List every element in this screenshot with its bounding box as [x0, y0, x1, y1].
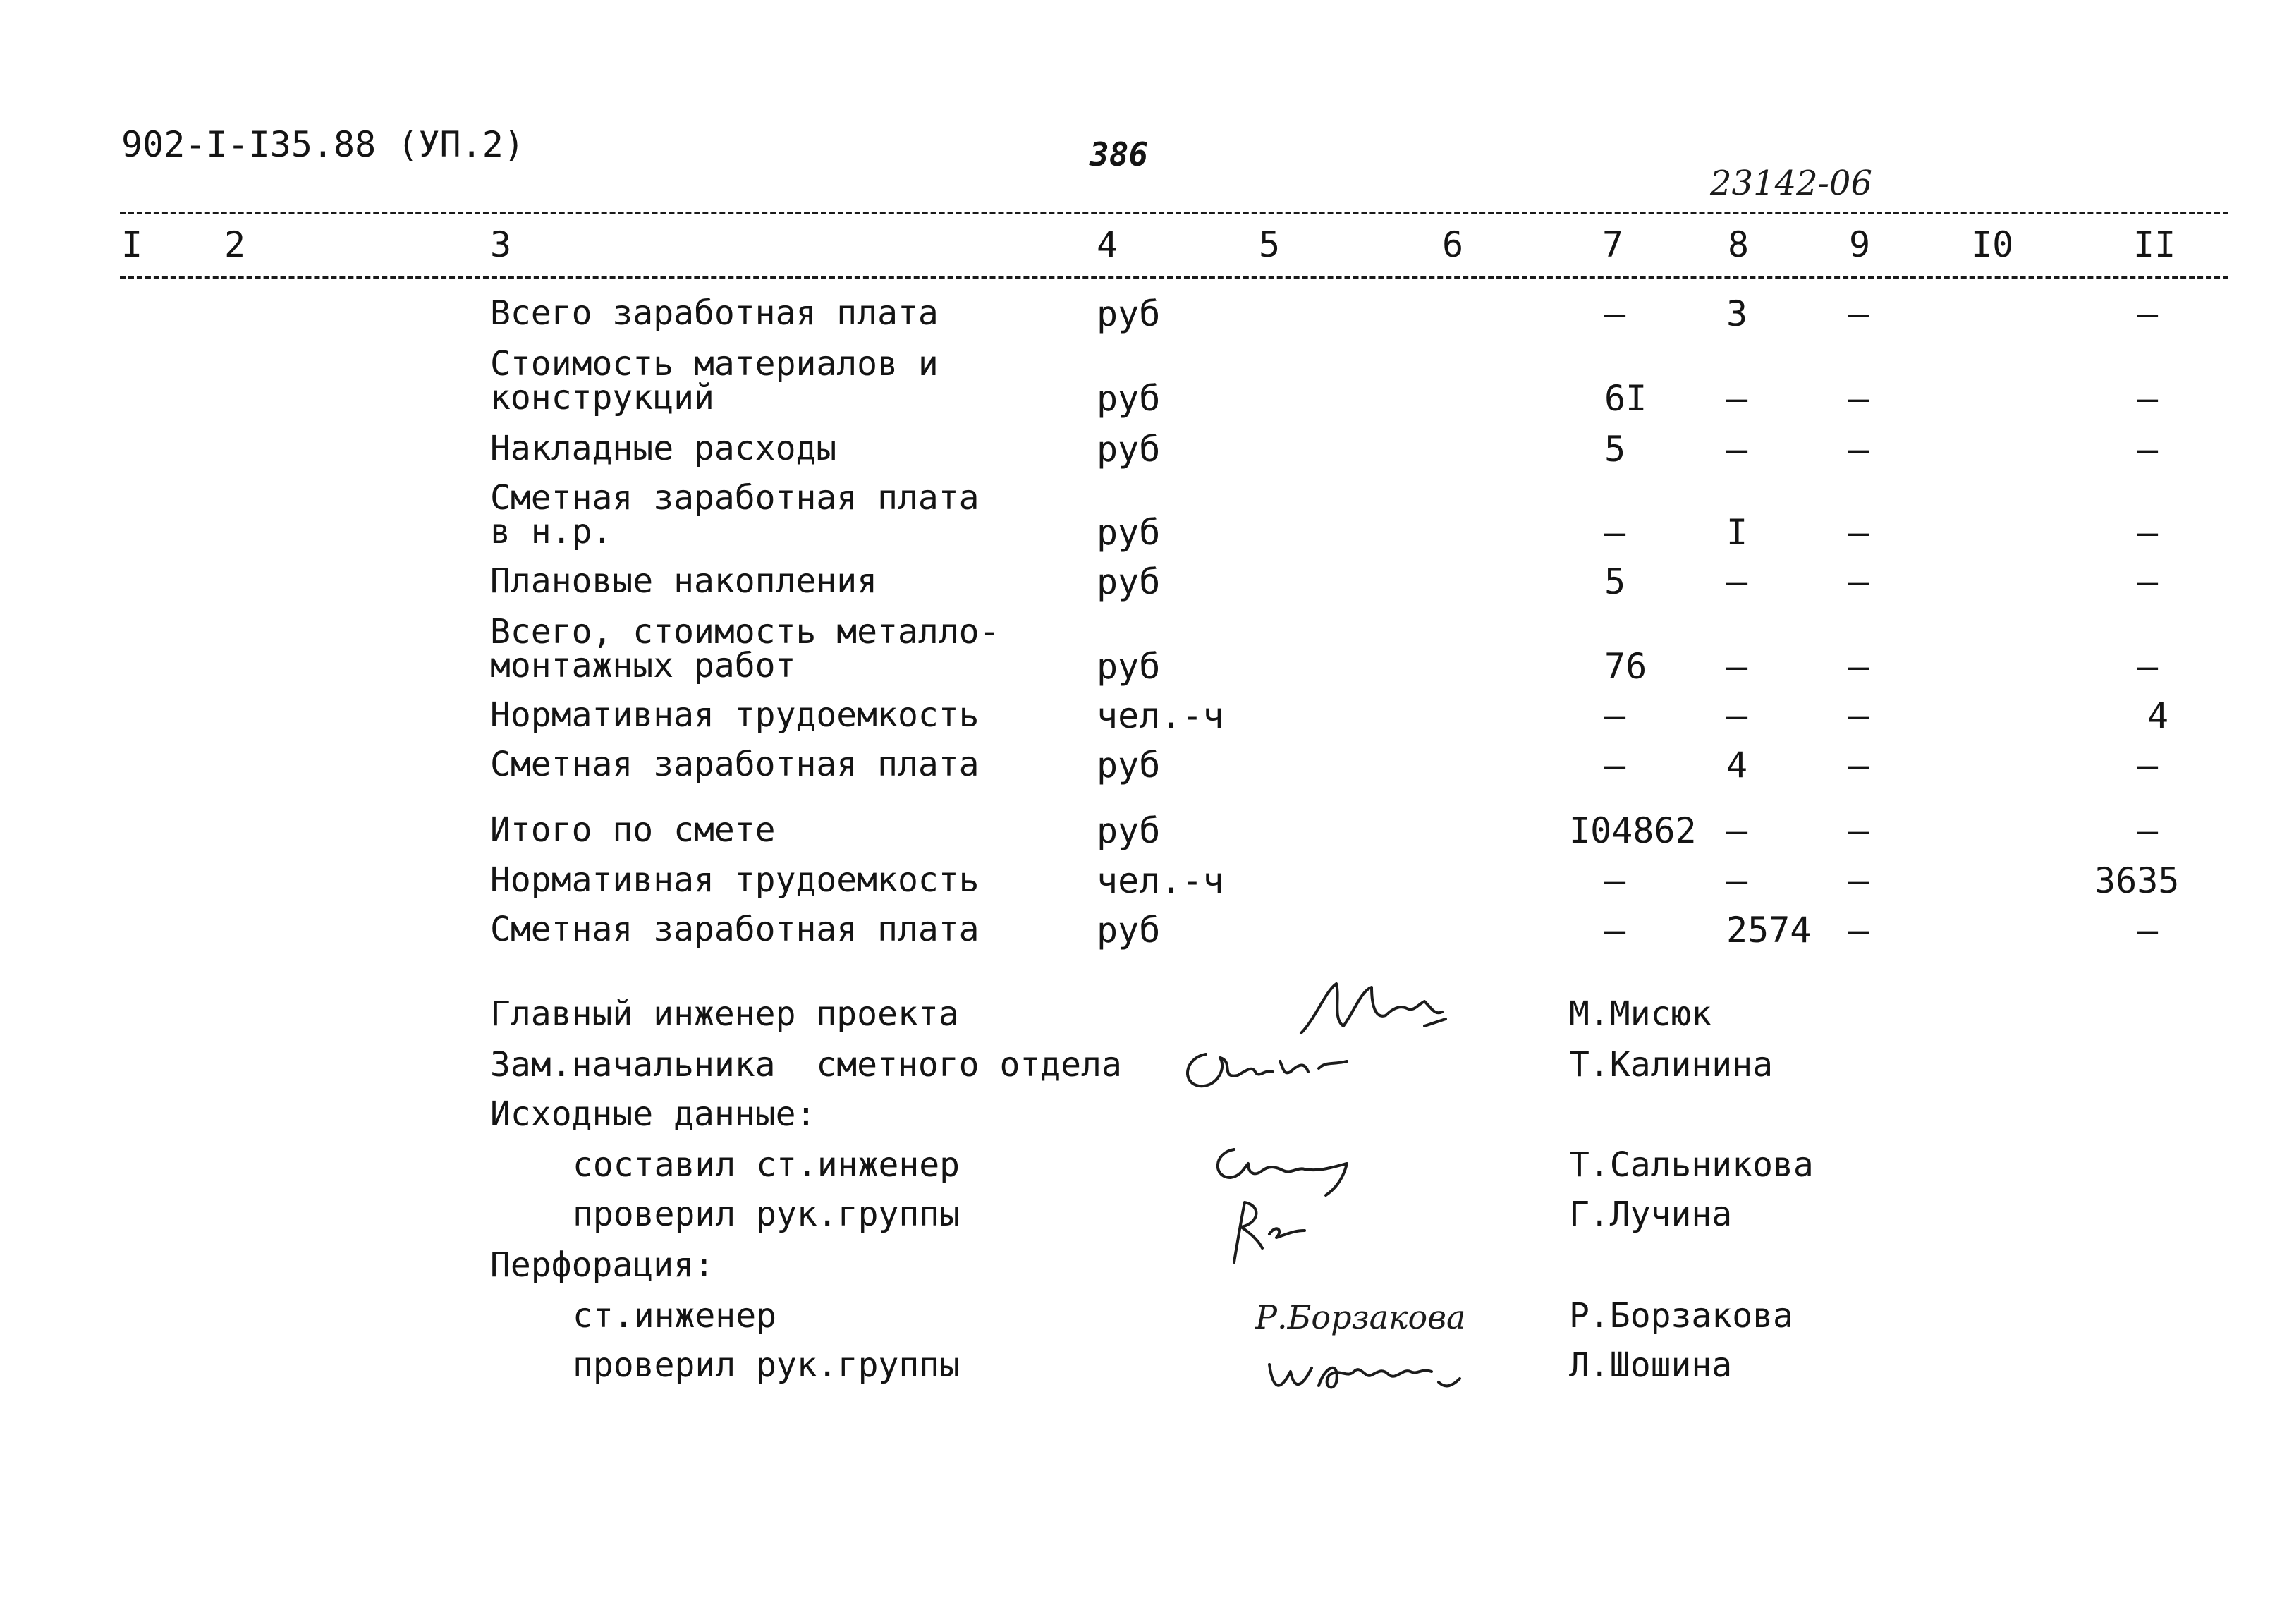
row-label: Всего, стоимость металло- монтажных работ — [490, 612, 1000, 685]
col8-value: – — [1726, 561, 1748, 602]
chief-engineer-role: Главный инженер проекта — [490, 994, 959, 1034]
document-code: 902-I-I35.88 (УП.2) — [121, 124, 525, 165]
column-number: II — [2133, 224, 2176, 265]
col7-value: I04862 — [1569, 810, 1697, 851]
column-number: 3 — [490, 224, 512, 265]
signature-mark — [1294, 970, 1456, 1047]
column-number: 7 — [1602, 224, 1624, 265]
checked-by-name: Г.Лучина — [1569, 1195, 1733, 1234]
col8-value: – — [1726, 810, 1748, 851]
col11-value: – — [2137, 646, 2159, 687]
senior-engineer-role: ст.инженер — [573, 1296, 776, 1336]
row-unit: чел.-ч — [1097, 695, 1224, 736]
col7-value: – — [1604, 910, 1626, 951]
col11-value: 4 — [2147, 695, 2169, 736]
col9-value: – — [1848, 810, 1869, 851]
row-label: Всего заработная плата — [490, 293, 939, 333]
col8-value: – — [1726, 695, 1748, 736]
col11-value: – — [2137, 512, 2159, 553]
col9-value: – — [1848, 512, 1869, 553]
row-label: Стоимость материалов и конструкций — [490, 344, 939, 417]
deputy-head-name: Т.Калинина — [1569, 1045, 1773, 1085]
row-label: Сметная заработная плата в н.р. — [490, 478, 980, 551]
col8-value: 2574 — [1726, 910, 1812, 951]
col7-value: 6I — [1604, 378, 1647, 419]
col7-value: 5 — [1604, 429, 1626, 470]
row-unit: руб — [1097, 512, 1161, 553]
col9-value: – — [1848, 860, 1869, 901]
row-label: Итого по смете — [490, 810, 776, 850]
column-number: 5 — [1259, 224, 1281, 265]
row-label: Сметная заработная плата — [490, 910, 980, 949]
row-unit: руб — [1097, 810, 1161, 851]
col11-value: – — [2137, 745, 2159, 786]
signature-mark — [1178, 1040, 1361, 1097]
col9-value: – — [1848, 745, 1869, 786]
row-unit: руб — [1097, 646, 1161, 687]
col7-value: 5 — [1604, 561, 1626, 602]
column-number: I — [121, 224, 143, 265]
column-number: 2 — [224, 224, 246, 265]
col8-value: – — [1726, 429, 1748, 470]
col11-value: – — [2137, 561, 2159, 602]
row-unit: руб — [1097, 561, 1161, 602]
col9-value: – — [1848, 646, 1869, 687]
col7-value: – — [1604, 860, 1626, 901]
senior-engineer-name: Р.Борзакова — [1569, 1296, 1793, 1336]
col9-value: – — [1848, 910, 1869, 951]
header-rule-top — [120, 212, 2228, 214]
row-unit: руб — [1097, 429, 1161, 470]
row-label: Нормативная трудоемкость — [490, 860, 980, 900]
col11-value: – — [2137, 910, 2159, 951]
compiled-by-role: составил ст.инженер — [573, 1145, 960, 1185]
col7-value: 76 — [1604, 646, 1647, 687]
checked-by-role: проверил рук.группы — [573, 1195, 960, 1234]
deputy-head-role: Зам.начальника сметного отдела — [490, 1045, 1122, 1085]
column-number: 9 — [1849, 224, 1871, 265]
col11-value: – — [2137, 293, 2159, 334]
checked-by-name: Л.Шошина — [1569, 1345, 1733, 1385]
column-number: 4 — [1097, 224, 1118, 265]
column-number: 8 — [1728, 224, 1750, 265]
signature-mark: Р.Борзакова — [1255, 1298, 1466, 1336]
header-rule-bottom — [120, 276, 2228, 279]
col8-value: – — [1726, 646, 1748, 687]
row-label: Плановые накопления — [490, 561, 878, 601]
signature-mark — [1262, 1336, 1488, 1407]
col8-value: I — [1726, 512, 1748, 553]
col8-value: – — [1726, 378, 1748, 419]
signature-mark — [1220, 1192, 1319, 1269]
col9-value: – — [1848, 293, 1869, 334]
col8-value: 3 — [1726, 293, 1748, 334]
row-unit: чел.-ч — [1097, 860, 1224, 901]
row-unit: руб — [1097, 745, 1161, 786]
col11-value: – — [2137, 429, 2159, 470]
col9-value: – — [1848, 695, 1869, 736]
col8-value: 4 — [1726, 745, 1748, 786]
signature-mark — [1206, 1135, 1368, 1199]
col7-value: – — [1604, 745, 1626, 786]
chief-engineer-name: М.Мисюк — [1569, 994, 1712, 1034]
compiled-by-name: Т.Сальникова — [1569, 1145, 1814, 1185]
col8-value: – — [1726, 860, 1748, 901]
col7-value: – — [1604, 512, 1626, 553]
column-number: I0 — [1971, 224, 2014, 265]
col7-value: – — [1604, 695, 1626, 736]
perforation-heading: Перфорация: — [490, 1245, 714, 1285]
row-label: Нормативная трудоемкость — [490, 695, 980, 735]
column-number: 6 — [1442, 224, 1464, 265]
checked-by-role: проверил рук.группы — [573, 1345, 960, 1385]
col9-value: – — [1848, 429, 1869, 470]
row-unit: руб — [1097, 293, 1161, 334]
inventory-number: 23142-06 — [1710, 164, 1872, 203]
col11-value: – — [2137, 810, 2159, 851]
row-label: Накладные расходы — [490, 429, 837, 468]
page-number: 386 — [1090, 135, 1149, 173]
row-unit: руб — [1097, 378, 1161, 419]
col9-value: – — [1848, 378, 1869, 419]
col11-value: 3635 — [2094, 860, 2180, 901]
col7-value: – — [1604, 293, 1626, 334]
col9-value: – — [1848, 561, 1869, 602]
source-data-heading: Исходные данные: — [490, 1094, 817, 1134]
row-unit: руб — [1097, 910, 1161, 951]
col11-value: – — [2137, 378, 2159, 419]
row-label: Сметная заработная плата — [490, 745, 980, 784]
